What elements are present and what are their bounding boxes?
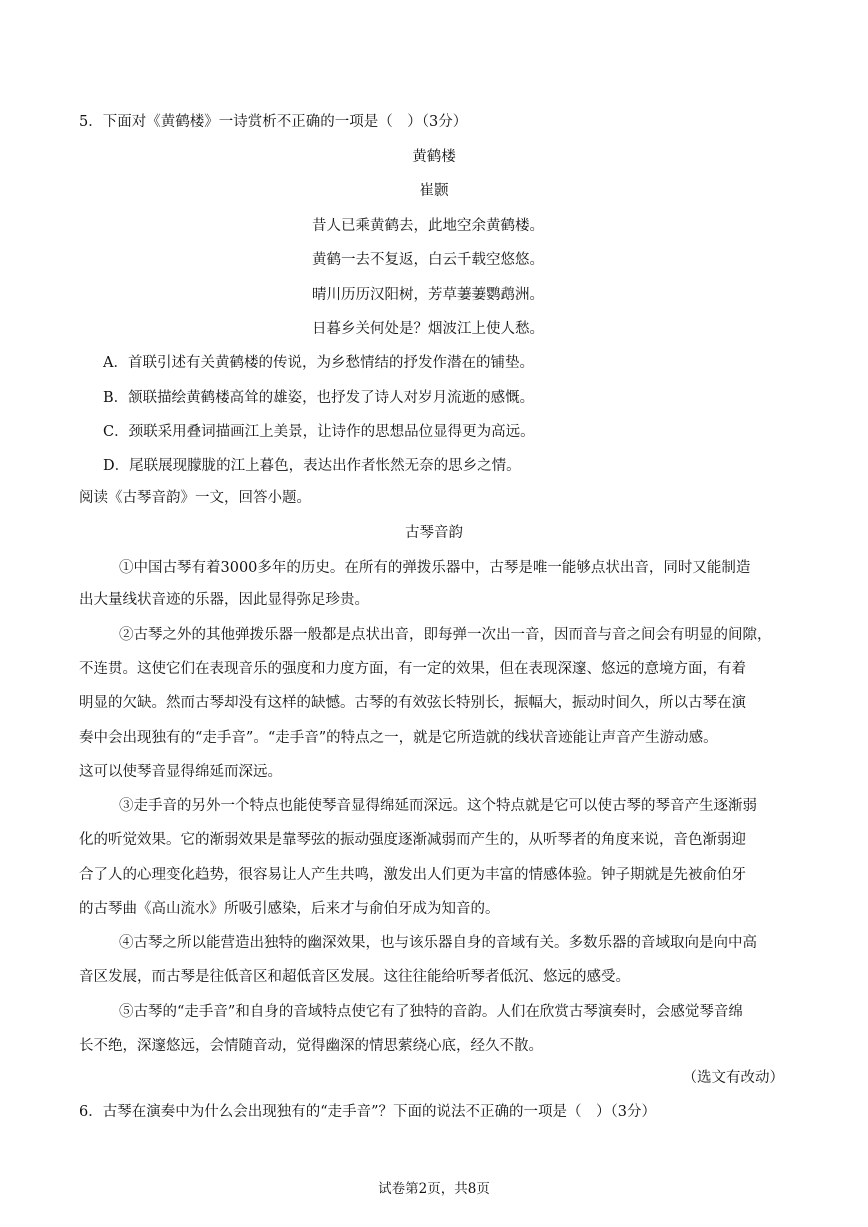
- paragraph-5-line: 长不绝，深邃悠远，会情随音动，觉得幽深的情思萦绕心底，经久不散。: [79, 1038, 543, 1054]
- poem-line: 黄鹤一去不复返，白云千载空悠悠。: [312, 252, 544, 268]
- paragraph-2-line: 这可以使琴音显得绵延而深远。: [79, 764, 282, 780]
- page-footer: 试卷第2页，共8页: [378, 1181, 490, 1197]
- poem-line: 日暮乡关何处是？烟波江上使人愁。: [312, 321, 544, 337]
- paragraph-2-line: 不连贯。这使它们在表现音乐的强度和力度方面，有一定的效果，但在表现深邃、悠远的意境方面，有着: [79, 661, 746, 677]
- paragraph-3-line: ③走手音的另外一个特点也能使琴音显得绵延而深远。这个特点就是它可以使古琴的琴音产生逐渐弱: [119, 798, 757, 814]
- paragraph-3-line: 的古琴曲《高山流水》所吸引感染，后来才与俞伯牙成为知音的。: [79, 901, 500, 917]
- poem-line: 晴川历历汉阳树，芳草萋萋鹦鹉洲。: [312, 287, 544, 303]
- source-note: （选文有改动）: [682, 1070, 784, 1086]
- paragraph-5-line: ⑤古琴的“走手音”和自身的音域特点使它有了独特的音韵。人们在欣赏古琴演奏时，会感觉琴音绵: [119, 1004, 743, 1020]
- option-d: D．尾联展现朦胧的江上暮色，表达出作者怅然无奈的思乡之情。: [103, 458, 521, 474]
- paragraph-2-line: 明显的欠缺。然而古琴却没有这样的缺憾。古琴的有效弦长特别长，振幅大，振动时间久，所以古琴在演: [79, 695, 746, 711]
- paragraph-1-line: 出大量线状音迹的乐器，因此显得弥足珍贵。: [79, 592, 369, 608]
- poem-author: 崔颢: [419, 183, 449, 199]
- paragraph-3-line: 合了人的心理变化趋势，很容易让人产生共鸣，激发出人们更为丰富的情感体验。钟子期就是先被俞伯牙: [79, 867, 746, 883]
- paragraph-4-line: 音区发展，而古琴是往低音区和超低音区发展。这往往能给听琴者低沉、悠远的感受。: [79, 969, 630, 985]
- option-c: C．颈联采用叠词描画江上美景，让诗作的思想品位显得更为高远。: [103, 424, 535, 440]
- poem-line: 昔人已乘黄鹤去，此地空余黄鹤楼。: [312, 218, 544, 234]
- paragraph-2-line: ②古琴之外的其他弹拨乐器一般都是点状出音，即每弹一次出一音，因而音与音之间会有明显的间隙，: [119, 627, 772, 643]
- article-title: 古琴音韵: [405, 525, 463, 541]
- question-5-stem: 5．下面对《黄鹤楼》一诗赏析不正确的一项是（ ）（3分）: [79, 114, 468, 130]
- poem-title: 黄鹤楼: [412, 149, 456, 165]
- paragraph-1-line: ①中国古琴有着3000多年的历史。在所有的弹拨乐器中，古琴是唯一能够点状出音，同时又能制造: [119, 560, 751, 576]
- paragraph-4-line: ④古琴之所以能营造出独特的幽深效果，也与该乐器自身的音域有关。多数乐器的音域取向是向中高: [119, 935, 757, 951]
- question-6-stem: 6．古琴在演奏中为什么会出现独有的“走手音”？下面的说法不正确的一项是（ ）（3分）: [79, 1104, 657, 1120]
- option-a: A．首联引述有关黄鹤楼的传说，为乡愁情结的抒发作潜在的铺垫。: [103, 355, 534, 371]
- paragraph-3-line: 化的听觉效果。它的渐弱效果是靠琴弦的振动强度逐渐减弱而产生的，从听琴者的角度来说，音色渐弱迎: [79, 832, 746, 848]
- paragraph-2-line: 奏中会出现独有的“走手音”。“走手音”的特点之一，就是它所造就的线状音迹能让声音产生游动感。: [79, 730, 718, 746]
- option-b: B．颔联描绘黄鹤楼高耸的雄姿，也抒发了诗人对岁月流逝的感慨。: [103, 390, 535, 406]
- reading-intro: 阅读《古琴音韵》一文，回答小题。: [79, 490, 311, 506]
